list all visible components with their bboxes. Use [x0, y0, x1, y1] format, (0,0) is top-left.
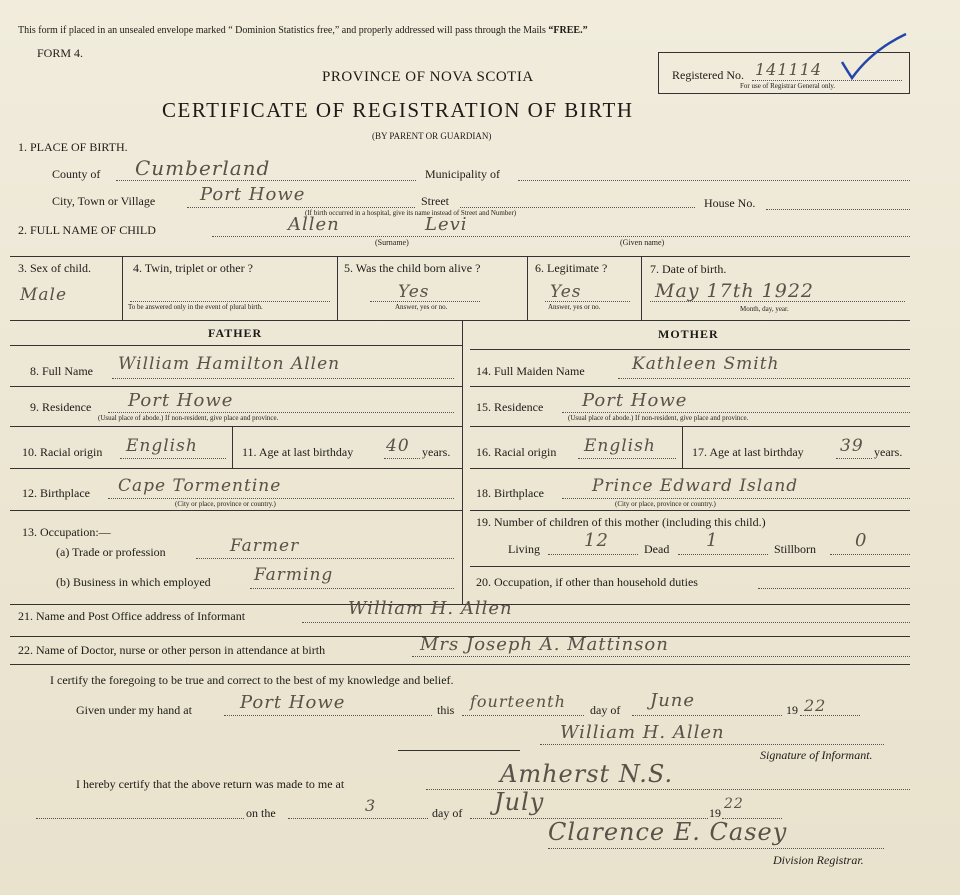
father-origin-value: English	[126, 436, 198, 456]
certificate-subtitle: (BY PARENT OR GUARDIAN)	[372, 131, 492, 141]
division-registrar-label: Division Registrar.	[773, 853, 864, 867]
mother-occupation-label: 20. Occupation, if other than household duties	[476, 575, 698, 589]
child-given-name: Levi	[425, 214, 468, 235]
registered-number: 141114	[755, 60, 823, 79]
mother-age-years: years.	[874, 445, 903, 459]
given-year-value: 22	[804, 696, 827, 715]
registration-day-of-label: day of	[432, 806, 463, 820]
given-place-value: Port Howe	[240, 692, 346, 713]
mother-name-value: Kathleen Smith	[632, 354, 780, 374]
on-the-label: on the	[246, 806, 276, 820]
legitimate-label: 6. Legitimate ?	[535, 261, 608, 275]
this-label: this	[437, 703, 455, 717]
legitimate-note: Answer, yes or no.	[548, 303, 601, 311]
father-birthplace-note: (City or place, province or country.)	[175, 500, 276, 508]
given-year-prefix: 19	[786, 703, 798, 717]
registration-day-value: 3	[365, 796, 377, 815]
father-birthplace-value: Cape Tormentine	[118, 476, 282, 496]
child-surname: Allen	[288, 214, 340, 235]
father-age-value: 40	[386, 436, 410, 456]
registrar-place-value: Amherst N.S.	[500, 760, 674, 788]
given-day-of-label: day of	[590, 703, 621, 717]
check-mark-icon	[838, 32, 910, 82]
father-residence-label: 9. Residence	[30, 400, 92, 414]
father-birthplace-label: 12. Birthplace	[22, 486, 90, 500]
children-count-label: 19. Number of children of this mother (including this child.)	[476, 515, 766, 529]
date-of-birth-label: 7. Date of birth.	[650, 262, 727, 276]
dead-label: Dead	[644, 542, 670, 556]
mother-age-label: 17. Age at last birthday	[692, 445, 804, 459]
date-of-birth-value: May 17th 1922	[655, 280, 814, 302]
mother-name-label: 14. Full Maiden Name	[476, 364, 585, 378]
dead-value: 1	[706, 530, 719, 551]
date-of-birth-note: Month, day, year.	[740, 305, 789, 313]
mother-residence-label: 15. Residence	[476, 400, 544, 414]
mother-birthplace-note: (City or place, province or country.)	[615, 500, 716, 508]
business-label: (b) Business in which employed	[56, 575, 211, 589]
father-residence-value: Port Howe	[128, 390, 234, 411]
county-value: Cumberland	[135, 156, 271, 180]
twin-note: To be answered only in the event of plural birth.	[128, 303, 263, 311]
father-name-value: William Hamilton Allen	[118, 354, 341, 374]
certify-statement: I certify the foregoing to be true and correct to the best of my knowledge and belief.	[50, 673, 454, 687]
registration-year-value: 22	[724, 796, 744, 812]
father-heading: FATHER	[208, 326, 263, 340]
place-of-birth-heading: 1. PLACE OF BIRTH.	[18, 140, 128, 154]
mail-notice-free: “FREE.”	[548, 25, 588, 36]
registrar-certify-label: I hereby certify that the above return was made to me at	[76, 777, 345, 791]
mail-notice	[18, 25, 588, 36]
born-alive-value: Yes	[398, 282, 430, 302]
province-title: PROVINCE OF NOVA SCOTIA	[322, 69, 534, 85]
living-value: 12	[584, 530, 609, 551]
informant-signature: William H. Allen	[560, 722, 725, 743]
born-alive-label: 5. Was the child born alive ?	[344, 261, 481, 275]
trade-value: Farmer	[230, 536, 300, 556]
mother-birthplace-label: 18. Birthplace	[476, 486, 544, 500]
child-name-label: 2. FULL NAME OF CHILD	[18, 223, 156, 237]
city-label: City, Town or Village	[52, 194, 156, 208]
stillborn-label: Stillborn	[774, 542, 817, 556]
born-alive-note: Answer, yes or no.	[395, 303, 448, 311]
mother-residence-note: (Usual place of abode.) If non-resident, give place and province.	[568, 414, 749, 422]
mother-residence-value: Port Howe	[582, 390, 688, 411]
sex-value: Male	[20, 285, 68, 305]
registration-year-prefix: 19	[709, 806, 721, 820]
registrar-signature: Clarence E. Casey	[548, 818, 788, 846]
registrar-use-note: For use of Registrar General only.	[740, 82, 836, 90]
given-name-caption: (Given name)	[620, 238, 665, 247]
mail-notice-text: This form if placed in an unsealed envelope marked “ Dominion Statistics free,” and properly addressed will pass through the Mails	[18, 25, 546, 36]
surname-caption: (Surname)	[375, 238, 409, 247]
father-origin-label: 10. Racial origin	[22, 445, 103, 459]
certificate-title: CERTIFICATE OF REGISTRATION OF BIRTH	[162, 98, 634, 122]
occupation-heading: 13. Occupation:—	[22, 525, 111, 539]
street-note: (If birth occurred in a hospital, give its name instead of Street and Number)	[305, 209, 517, 217]
doctor-value: Mrs Joseph A. Mattinson	[420, 634, 669, 655]
given-under-label: Given under my hand at	[76, 703, 192, 717]
given-day-value: fourteenth	[470, 692, 566, 711]
father-name-label: 8. Full Name	[30, 364, 93, 378]
mother-origin-value: English	[584, 436, 656, 456]
mother-origin-label: 16. Racial origin	[476, 445, 557, 459]
father-age-years: years.	[422, 445, 451, 459]
house-number-label: House No.	[704, 196, 756, 210]
trade-label: (a) Trade or profession	[56, 545, 166, 559]
twin-label: 4. Twin, triplet or other ?	[133, 261, 253, 275]
informant-value: William H. Allen	[348, 598, 513, 619]
mother-heading: MOTHER	[658, 327, 719, 341]
given-month-value: June	[650, 690, 696, 711]
form-number: FORM 4.	[37, 46, 84, 60]
municipality-label: Municipality of	[425, 167, 500, 181]
mother-age-value: 39	[840, 436, 864, 456]
registration-month-value: July	[494, 788, 545, 816]
registered-label: Registered No.	[672, 68, 744, 82]
city-value: Port Howe	[200, 184, 306, 205]
signature-informant-label: Signature of Informant.	[760, 748, 873, 762]
street-label: Street	[421, 194, 449, 208]
legitimate-value: Yes	[550, 282, 582, 302]
sex-label: 3. Sex of child.	[18, 261, 91, 275]
father-residence-note: (Usual place of abode.) If non-resident, give place and province.	[98, 414, 279, 422]
stillborn-value: 0	[855, 530, 868, 551]
doctor-label: 22. Name of Doctor, nurse or other person in attendance at birth	[18, 643, 326, 657]
county-label: County of	[52, 167, 101, 181]
business-value: Farming	[254, 565, 334, 585]
informant-label: 21. Name and Post Office address of Informant	[18, 609, 246, 623]
mother-birthplace-value: Prince Edward Island	[592, 476, 799, 496]
father-age-label: 11. Age at last birthday	[242, 445, 354, 459]
living-label: Living	[508, 542, 540, 556]
